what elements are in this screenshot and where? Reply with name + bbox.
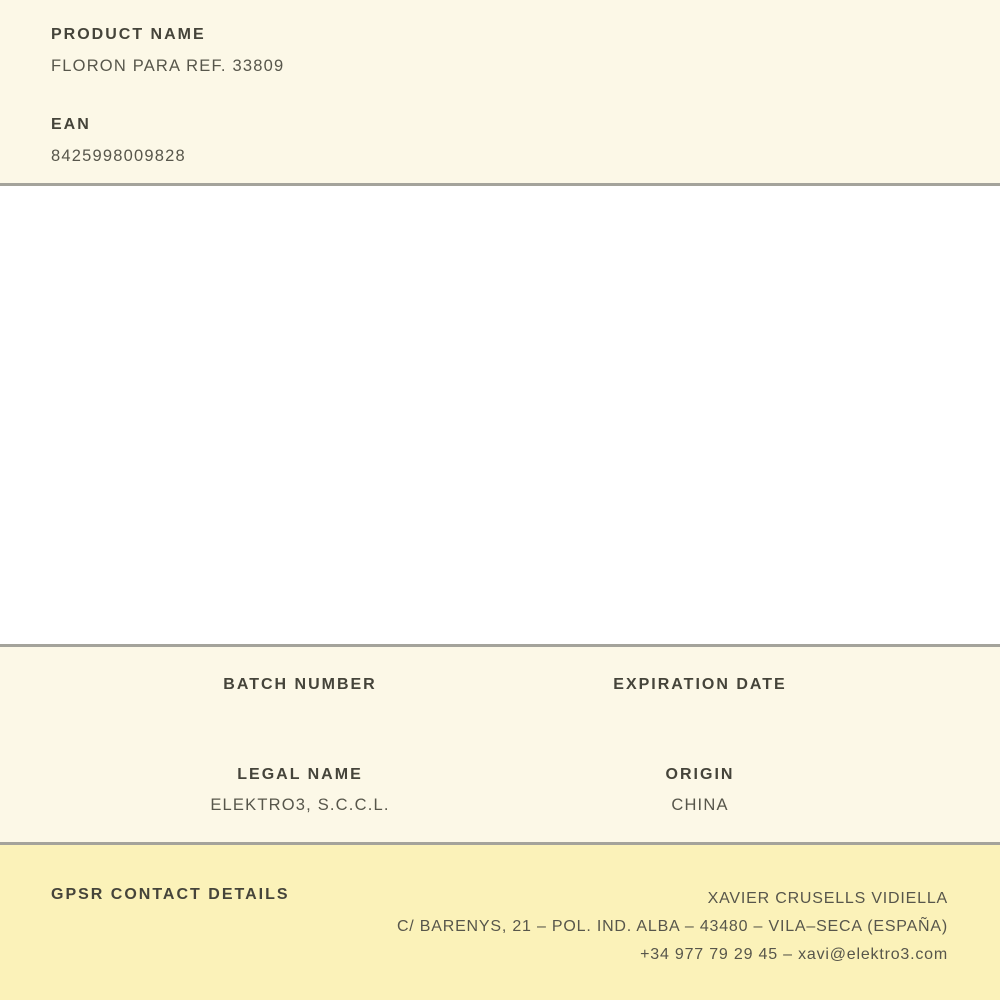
product-name-field: [51, 25, 950, 78]
details-section: [0, 647, 1000, 842]
batch-number-label: BATCH NUMBER: [223, 676, 377, 693]
batch-number-field: [100, 675, 500, 727]
legal-name-label: LEGAL NAME: [237, 766, 363, 783]
gpsr-contact-details-label: GPSR CONTACT DETAILS: [51, 886, 290, 903]
gpsr-contact-phone-email: +34 977 79 29 45 – xavi@elektro3.com: [640, 946, 948, 963]
gpsr-contact-block: [397, 885, 948, 969]
gpsr-contact-name: XAVIER CRUSELLS VIDIELLA: [707, 890, 948, 907]
expiration-date-label: EXPIRATION DATE: [613, 676, 787, 693]
product-name-value: FLORON PARA REF. 33809: [51, 57, 285, 75]
expiration-date-field: [500, 675, 900, 727]
legal-name-value: ELEKTRO3, S.C.C.L.: [210, 796, 390, 814]
ean-field: [51, 115, 950, 168]
legal-name-field: [100, 765, 500, 817]
origin-field: [500, 765, 900, 817]
origin-label: ORIGIN: [665, 766, 735, 783]
gpsr-section: [0, 845, 1000, 1000]
ean-value: 8425998009828: [51, 147, 186, 165]
expiration-date-value: [500, 703, 900, 727]
origin-value: CHINA: [671, 796, 729, 814]
product-info-section: [0, 0, 1000, 183]
product-name-label: PRODUCT NAME: [51, 26, 206, 43]
gpsr-contact-address: C/ BARENYS, 21 – POL. IND. ALBA – 43480 – VILA–SECA (ESPAÑA): [396, 918, 948, 935]
details-grid: [100, 675, 900, 817]
ean-label: EAN: [51, 116, 91, 133]
product-image-area: [0, 186, 1000, 644]
batch-number-value: [100, 703, 500, 727]
